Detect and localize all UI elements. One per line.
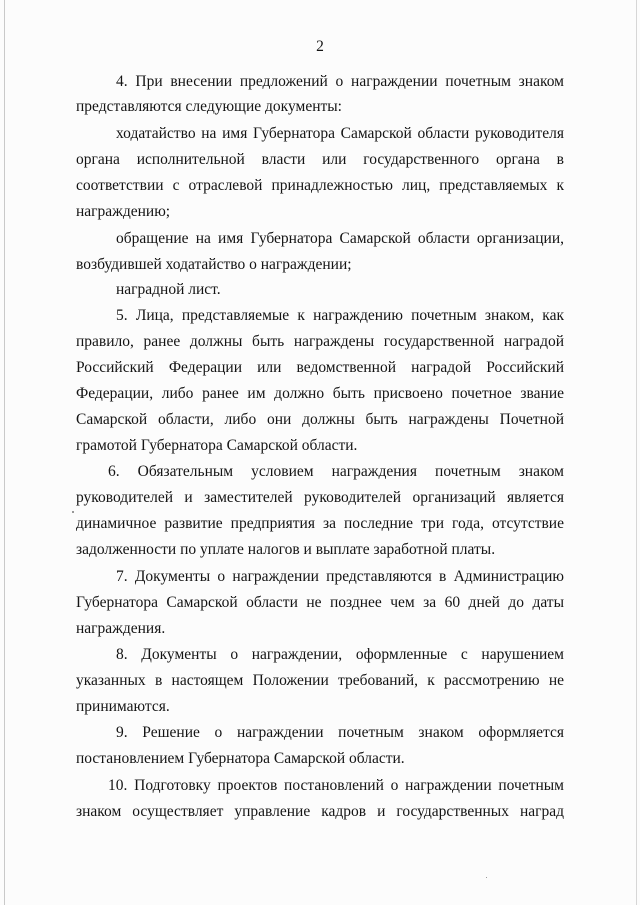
text-line: органа исполнительной власти или государственного органа в bbox=[76, 151, 564, 168]
text-line: Губернатора Самарской области не позднее чем за 60 дней до даты bbox=[76, 594, 564, 611]
text-line: грамотой Губернатора Самарской области. bbox=[76, 437, 358, 454]
text-line: знаком осуществляет управление кадров и государственных наград bbox=[76, 803, 564, 820]
page-number: 2 bbox=[316, 38, 324, 55]
scan-speck bbox=[72, 511, 74, 513]
text-line: Самарской области, либо они должны быть награждены Почетной bbox=[76, 411, 564, 428]
text-line: 7. Документы о награждении представляются в Администрацию bbox=[116, 568, 564, 585]
text-line: правило, ранее должны быть награждены государственной наградой bbox=[76, 333, 564, 350]
text-line: принимаются. bbox=[76, 698, 170, 715]
text-line: обращение на имя Губернатора Самарской области организации, bbox=[116, 230, 564, 247]
text-line: руководителей и заместителей руководителей организаций является bbox=[76, 489, 564, 506]
text-line: награждения. bbox=[76, 620, 166, 637]
text-line: 10. Подготовку проектов постановлений о награждении почетным bbox=[108, 777, 564, 794]
text-line: 4. При внесении предложений о награждении почетным знаком bbox=[116, 73, 564, 90]
text-line: 8. Документы о награждении, оформленные с нарушением bbox=[116, 646, 564, 663]
text-line: награждению; bbox=[76, 203, 171, 220]
text-line: постановлением Губернатора Самарской области. bbox=[76, 750, 405, 767]
text-line: 5. Лица, представляемые к награждению почетным знаком, как bbox=[116, 307, 564, 324]
scan-speck bbox=[486, 877, 487, 878]
text-line: ходатайство на имя Губернатора Самарской области руководителя bbox=[116, 125, 564, 142]
text-line: указанных в настоящем Положении требований, к рассмотрению не bbox=[76, 672, 564, 689]
text-line: 9. Решение о награждении почетным знаком оформляется bbox=[116, 724, 564, 741]
page-left-edge bbox=[4, 0, 5, 905]
text-line: возбудившей ходатайство о награждении; bbox=[76, 256, 352, 273]
page-right-edge bbox=[636, 0, 637, 905]
text-line: 6. Обязательным условием награждения почетным знаком bbox=[108, 463, 564, 480]
text-line: динамичное развитие предприятия за последние три года, отсутствие bbox=[76, 515, 564, 532]
text-line: Российский Федерации или ведомственной наградой Российский bbox=[76, 359, 564, 376]
text-line: Федерации, либо ранее им должно быть присвоено почетное звание bbox=[76, 385, 564, 402]
text-line: представляются следующие документы: bbox=[76, 98, 342, 115]
text-line: задолженности по уплате налогов и выплате заработной платы. bbox=[76, 541, 496, 558]
text-line: соответствии с отраслевой принадлежностью лиц, представляемых к bbox=[76, 177, 564, 194]
text-line: наградной лист. bbox=[116, 281, 221, 298]
